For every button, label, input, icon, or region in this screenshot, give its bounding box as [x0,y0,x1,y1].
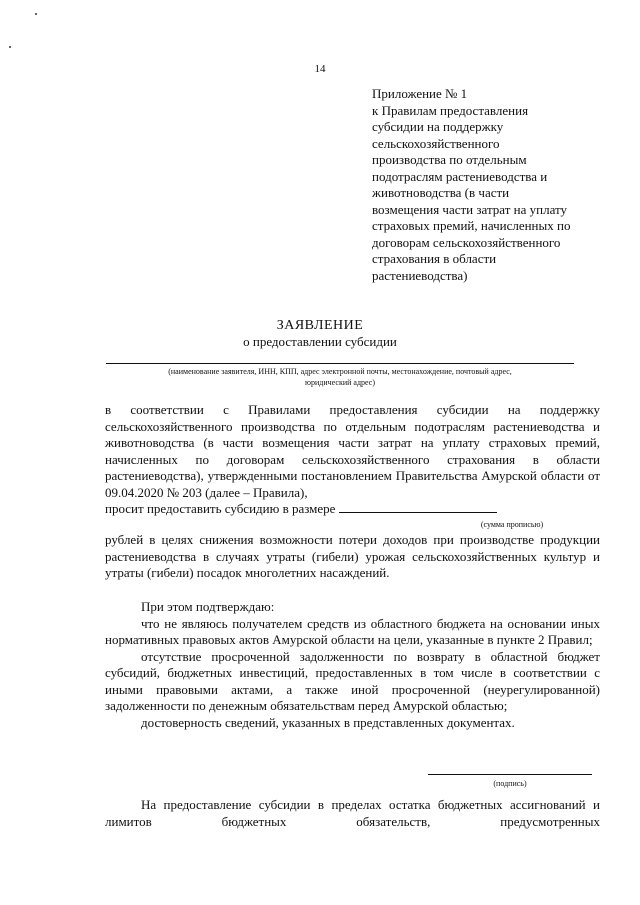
applicant-caption-line: (наименование заявителя, ИНН, КПП, адрес электронной почты, местонахождение, почтовый адрес, [168,367,512,376]
request-text: просит предоставить субсидию в размере [105,501,336,516]
appendix-line: сельскохозяйственного [372,135,500,151]
request-line [105,501,600,518]
signature-caption: (подпись) [493,779,527,788]
page-number: 14 [314,63,326,75]
document-subtitle: о предоставлении субсидии [243,334,397,349]
appendix-line: животноводства (в части [372,185,510,200]
confirm-item: отсутствие просроченной задолженности по возврату в областной бюджет субсидий, бюджетных инвестиций, предоставленных в том числе в соответствии с иными правовыми актами, а также иной просроченной (неурегулированной) задолженности по денежным обязательствам перед Амурской областью; [105,648,600,713]
confirm-item: достоверность сведений, указанных в представленных документах. [141,714,515,730]
purpose-paragraph: рублей в целях снижения возможности потери доходов при производстве продукции растениеводства в случаях утраты (гибели) урожая сельскохозяйственных культур и утраты (гибели) посадок многолетних насаждений. [105,532,600,580]
confirm-intro: При этом подтверждаю: [141,599,275,614]
appendix-line: страховых премий, начисленных по [372,218,571,233]
appendix-line: растениеводства) [372,267,468,283]
appendix-line: договорам сельскохозяйственного [372,234,561,250]
document-title: ЗАЯВЛЕНИЕ [276,318,364,333]
appendix-line: подотраслям растениеводства и [372,168,548,184]
amount-fill-line [339,502,497,513]
appendix-line: производства по отдельным [372,152,527,167]
intro-paragraph [105,402,600,518]
scan-speck [35,13,37,15]
appendix-block [372,86,602,284]
applicant-caption-line: юридический адрес) [305,378,375,387]
appendix-line: страхования в области [372,251,497,266]
appendix-line: к Правилам предоставления [372,102,529,118]
scan-speck [9,46,11,48]
applicant-fill-line [106,363,574,364]
intro-paragraph-text: в соответствии с Правилами предоставления субсидии на поддержку сельскохозяйственного производства по отдельным подотраслям растениеводства и животноводства (в части возмещения части затрат на уплату страховых премий, начисленных по договорам сельскохозяйственного страхования в области растениеводства), утвержденными постановлением Правительства Амурской области от 09.04.2020 № 203 (далее – Правила), [105,402,600,500]
applicant-caption [106,366,574,388]
appendix-line: возмещения части затрат на уплату [372,201,568,217]
signature-fill-line [428,774,592,775]
confirm-item: что не являюсь получателем средств из областного бюджета на основании иных нормативных правовых актов Амурской области на цели, указанные в пункте 2 Правил; [105,615,600,647]
appendix-line: субсидии на поддержку [372,119,504,134]
confirm-block [105,599,600,731]
amount-caption: (сумма прописью) [480,520,544,529]
final-paragraph: На предоставление субсидии в пределах остатка бюджетных ассигнований и лимитов бюджетных обязательств, предусмотренных [105,797,600,829]
appendix-line: Приложение № 1 [372,86,468,101]
